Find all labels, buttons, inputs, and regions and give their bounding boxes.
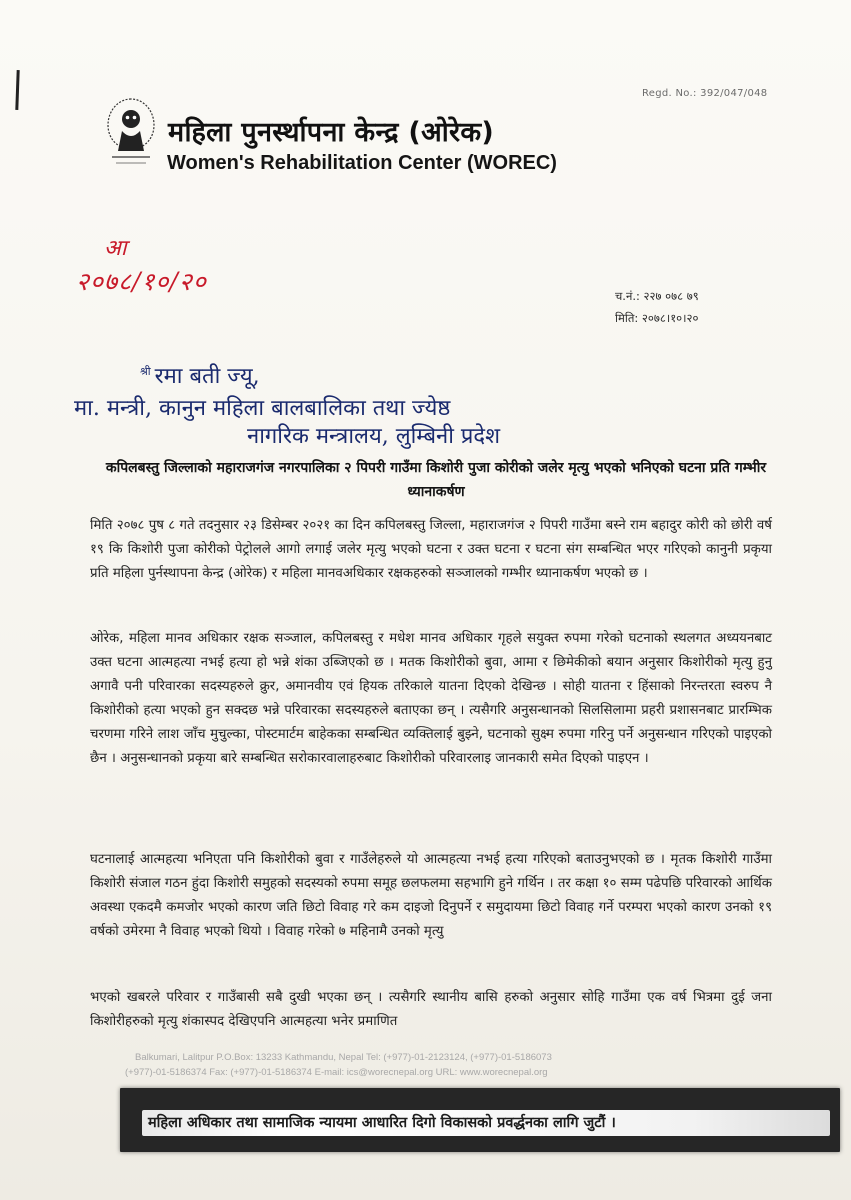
addressee-line-2: मा. मन्त्री, कानुन महिला बालबालिका तथा ज्येष्ठ	[74, 396, 451, 421]
body-paragraph-2: ओरेक, महिला मानव अधिकार रक्षक सञ्जाल, कपिलबस्तु र मधेश मानव अधिकार गृहले सयुक्त रुपमा गरेको घटनाको स्थलगत अध्ययनबाट उक्त घटना आत्महत्या नभई हत्या हो भन्ने शंका उब्जिएको छ । मतक किशोरीको बुवा, आमा र छिमेकीको बयान अनुसार किशोरीको मृत्यु हुनु अगावै पनी परिवारका सदस्यहरुले क्रुर, अमानवीय एवं हियक तरिकाले यातना दिएको देखिन्छ । सोही यातना र हिंसाको निरन्तरता स्वरुप नै किशोरीको हत्या भएको हुन सक्दछ भन्ने परिवारका सदस्यहरुले बताएका छन् । त्यसैगरि अनुसन्धानको सिलसिलामा प्रहरी प्रशासनबाट प्रारम्भिक चरणमा गरिने लाश जाँच मुचुल्का, पोस्टमार्टम बाहेकका सम्बन्धित व्यक्तिलाई बुझ्ने, घटनाको सुक्ष्म रुपमा गरिनु पर्ने अनुसन्धान गरिएको पाइएको छैन । अनुसन्धानको प्रकृया बारे सम्बन्धित सरोकारवालाहरुबाट किशोरीको परिवारलाइ जानकारी समेत दिएको पाइएन ।	[90, 631, 772, 766]
addressee-name: रमा बती ज्यू,	[154, 364, 260, 389]
footer-address-line-1: Balkumari, Lalitpur P.O.Box: 13233 Kathmandu, Nepal Tel: (+977)-01-2123124, (+977)-01-5186073	[135, 1052, 552, 1063]
handwritten-initial: आ	[104, 236, 127, 261]
margin-pen-mark	[15, 70, 19, 110]
reference-block	[615, 285, 699, 329]
reference-date: मिति: २०७८।१०।२०	[615, 311, 699, 325]
org-name-english: Women's Rehabilitation Center (WOREC)	[167, 152, 557, 174]
addressee-honorific: श्री	[140, 364, 151, 378]
registration-number: Regd. No.: 392/047/048	[642, 88, 768, 99]
footer-address	[125, 1050, 775, 1080]
body-paragraph-4: भएको खबरले परिवार र गाउँबासी सबै दुखी भएका छन् । त्यसैगरि स्थानीय बासि हरुको अनुसार सोहि गाउँमा एक वर्ष भित्रमा दुई जना किशोरीहरुको मृत्यु शंकास्पद देखिएपनि आत्महत्या भनेर प्रमाणित	[90, 990, 772, 1029]
footer-slogan: महिला अधिकार तथा सामाजिक न्यायमा आधारित दिगो विकासको प्रवर्द्धनका लागि जुटौं ।	[148, 1115, 616, 1131]
footer-slogan-bar	[120, 1088, 840, 1152]
handwritten-date: २०७८/१०/२०	[76, 267, 207, 296]
body-paragraph-1: मिति २०७८ पुष ८ गते तदनुसार २३ डिसेम्बर २०२१ का दिन कपिलबस्तु जिल्ला, महाराजगंज २ पिपरी गाउँमा बस्ने राम बहादुर कोरी को छोरी वर्ष १९ कि किशोरी पुजा कोरीको पेट्रोलले आगो लगाई जलेर मृत्यु भएको घटना र उक्त घटना र घटना संग सम्बन्धित भएर गरिएको कानुनी प्रकृया प्रति महिला पुर्नस्थापना केन्द्र (ओरेक) र महिला मानवअधिकार रक्षकहरुको सञ्जालको गम्भीर ध्यानाकर्षण भएको छ ।	[90, 518, 773, 581]
reference-number: च.नं.: २२७ ०७८ ७९	[615, 289, 699, 303]
body-paragraph-3: घटनालाई आत्महत्या भनिएता पनि किशोरीको बुवा र गाउँलेहरुले यो आत्महत्या नभई हत्या गरिएको बताउनुभएको छ । मृतक किशोरी गाउँमा किशोरी संजाल गठन हुंदा किशोरी समुहको सदस्यको रुपमा समूह छलफलमा सहभागि हुने गर्थिन । तर कक्षा १० सम्म पढेपछि परिवारको आर्थिक अवस्था एकदमै कमजोर भएको कारण जति छिटो विवाह गरे कम दाइजो दिनुपर्ने र समुदायमा छिटो विवाह गर्ने परम्परा भएको कारण उनको १९ वर्षको उमेरमा नै विवाह भएको थियो । विवाह गरेको ७ महिनामै उनको मृत्यु	[90, 852, 772, 939]
org-name-nepali: महिला पुनर्स्थापना केन्द्र (ओरेक)	[168, 117, 495, 148]
addressee-line-3: नागरिक मन्त्रालय, लुम्बिनी प्रदेश	[247, 424, 501, 449]
addressee-line-1	[140, 360, 260, 390]
worec-logo-icon	[100, 95, 162, 173]
footer-address-line-2: (+977)-01-5186374 Fax: (+977)-01-5186374 E-mail: ics@worecnepal.org URL: www.worecnepal.org	[125, 1067, 548, 1078]
letter-subject: कपिलबस्तु जिल्लाको महाराजगंज नगरपालिका २ पिपरी गाउँमा किशोरी पुजा कोरीको जलेर मृत्यु भएको भनिएको घटना प्रति गम्भीर ध्यानाकर्षण	[105, 460, 767, 500]
